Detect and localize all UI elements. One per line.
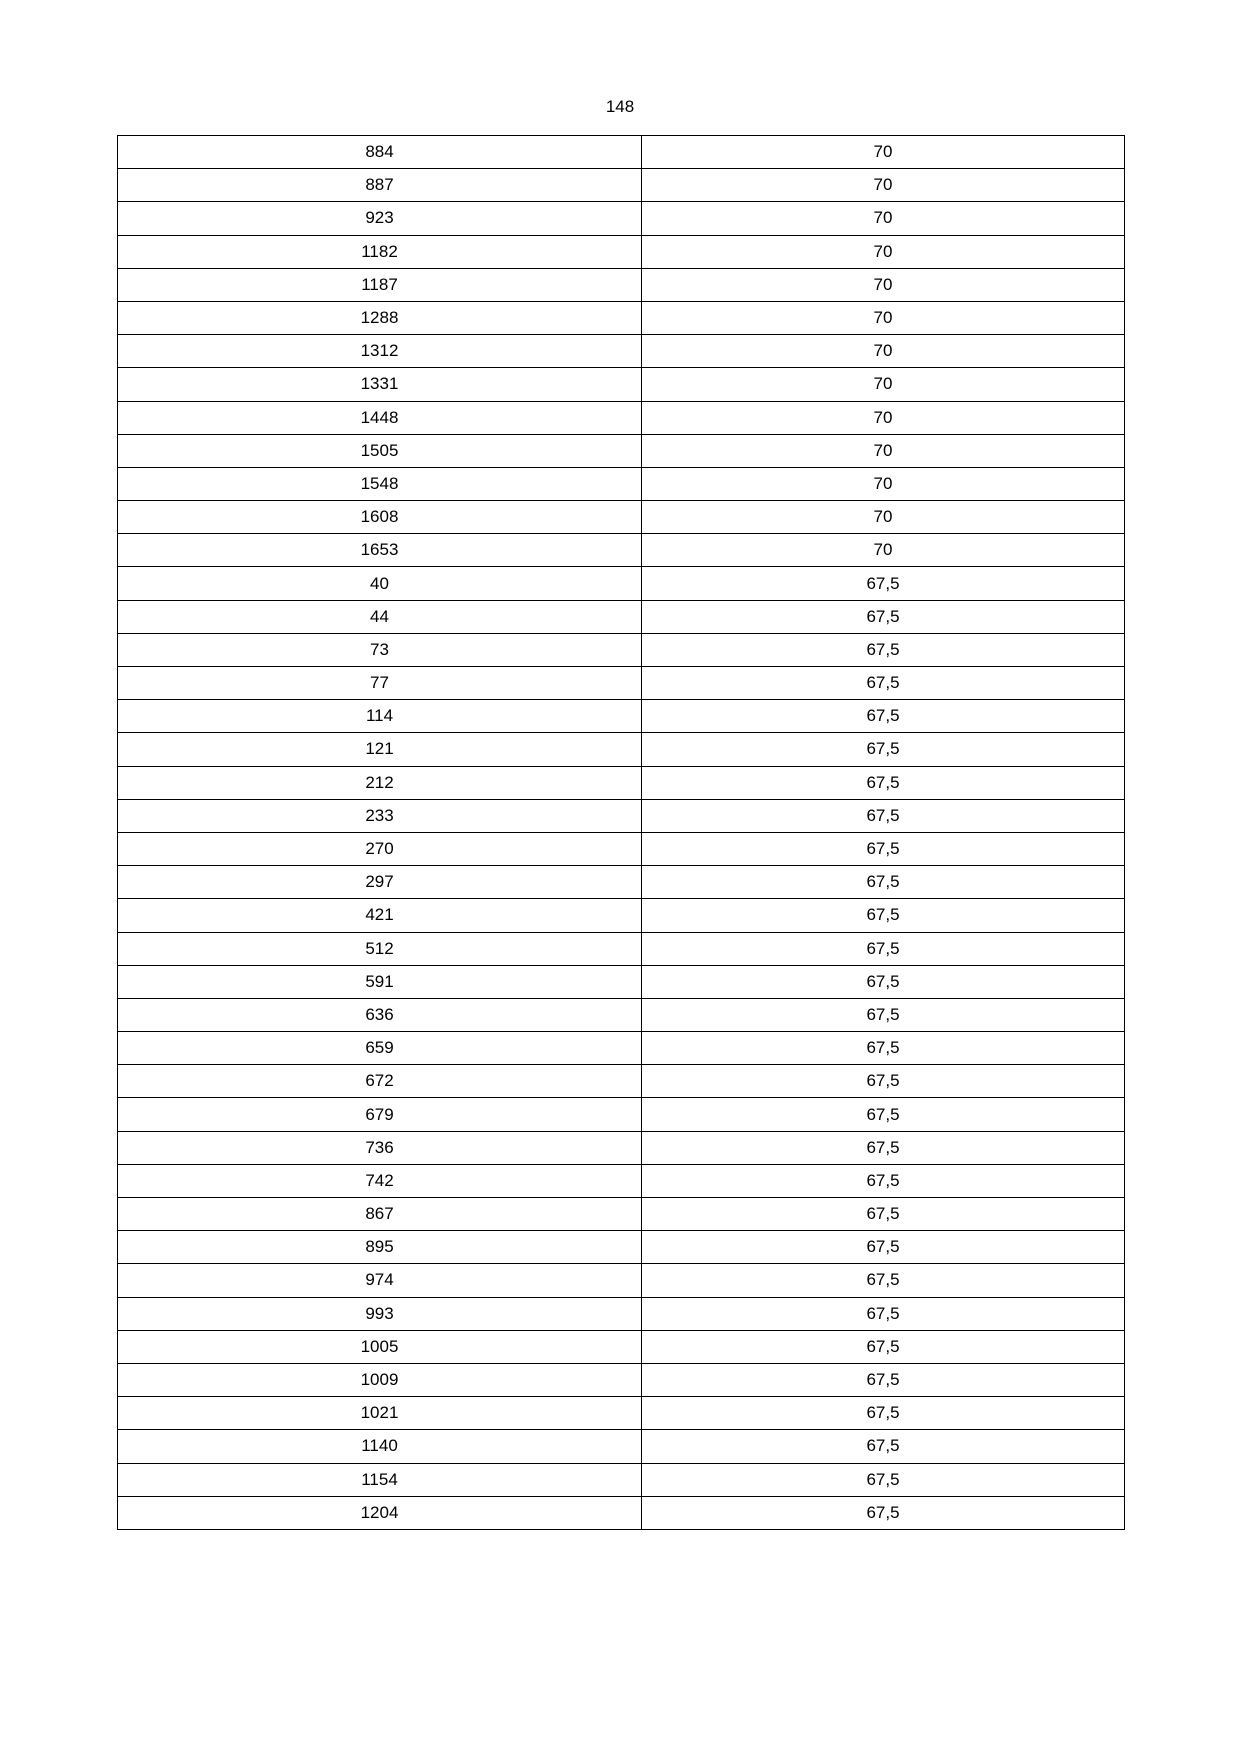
value-cell: 70: [642, 467, 1125, 500]
table-row: [118, 700, 1125, 733]
id-cell: 895: [118, 1231, 642, 1264]
id-cell: 993: [118, 1297, 642, 1330]
value-cell: 67,5: [642, 1463, 1125, 1496]
table-row: [118, 434, 1125, 467]
value-cell: 67,5: [642, 733, 1125, 766]
value-cell: 67,5: [642, 1496, 1125, 1529]
value-cell: 67,5: [642, 1297, 1125, 1330]
table-row: [118, 268, 1125, 301]
id-cell: 1312: [118, 335, 642, 368]
id-cell: 1608: [118, 501, 642, 534]
value-cell: 67,5: [642, 1198, 1125, 1231]
id-cell: 1140: [118, 1430, 642, 1463]
value-cell: 67,5: [642, 799, 1125, 832]
id-cell: 636: [118, 998, 642, 1031]
value-cell: 67,5: [642, 600, 1125, 633]
id-cell: 867: [118, 1198, 642, 1231]
id-cell: 121: [118, 733, 642, 766]
table-row: [118, 998, 1125, 1031]
table-row: [118, 1397, 1125, 1430]
id-cell: 297: [118, 866, 642, 899]
value-cell: 70: [642, 235, 1125, 268]
value-cell: 67,5: [642, 700, 1125, 733]
id-cell: 1005: [118, 1330, 642, 1363]
id-cell: 1182: [118, 235, 642, 268]
table-row: [118, 1264, 1125, 1297]
table-row: [118, 136, 1125, 169]
id-cell: 672: [118, 1065, 642, 1098]
id-cell: 884: [118, 136, 642, 169]
value-cell: 67,5: [642, 1065, 1125, 1098]
table-row: [118, 1198, 1125, 1231]
value-cell: 67,5: [642, 1430, 1125, 1463]
id-cell: 1331: [118, 368, 642, 401]
value-cell: 67,5: [642, 1131, 1125, 1164]
value-cell: 67,5: [642, 766, 1125, 799]
table-row: [118, 1297, 1125, 1330]
value-cell: 67,5: [642, 965, 1125, 998]
table-row: [118, 1496, 1125, 1529]
table-row: [118, 667, 1125, 700]
value-cell: 70: [642, 434, 1125, 467]
table-row: [118, 766, 1125, 799]
value-cell: 67,5: [642, 1397, 1125, 1430]
table-row: [118, 1231, 1125, 1264]
table-row: [118, 335, 1125, 368]
id-cell: 77: [118, 667, 642, 700]
table-row: [118, 401, 1125, 434]
table-row: [118, 932, 1125, 965]
value-cell: 67,5: [642, 667, 1125, 700]
value-cell: 67,5: [642, 1098, 1125, 1131]
value-cell: 70: [642, 202, 1125, 235]
table-row: [118, 733, 1125, 766]
table-row: [118, 1430, 1125, 1463]
id-cell: 679: [118, 1098, 642, 1131]
id-cell: 1021: [118, 1397, 642, 1430]
table-row: [118, 501, 1125, 534]
table-row: [118, 368, 1125, 401]
table-row: [118, 301, 1125, 334]
value-cell: 70: [642, 368, 1125, 401]
value-cell: 70: [642, 335, 1125, 368]
value-cell: 67,5: [642, 1032, 1125, 1065]
id-cell: 233: [118, 799, 642, 832]
value-cell: 67,5: [642, 832, 1125, 865]
table-row: [118, 567, 1125, 600]
value-cell: 70: [642, 169, 1125, 202]
value-cell: 67,5: [642, 1363, 1125, 1396]
id-cell: 659: [118, 1032, 642, 1065]
id-cell: 40: [118, 567, 642, 600]
table-row: [118, 1463, 1125, 1496]
table-row: [118, 202, 1125, 235]
value-cell: 67,5: [642, 899, 1125, 932]
id-cell: 512: [118, 932, 642, 965]
id-cell: 114: [118, 700, 642, 733]
page-number: 148: [605, 97, 635, 116]
table-row: [118, 600, 1125, 633]
id-cell: 742: [118, 1164, 642, 1197]
table-row: [118, 866, 1125, 899]
table-row: [118, 235, 1125, 268]
id-cell: 923: [118, 202, 642, 235]
id-cell: 1505: [118, 434, 642, 467]
value-cell: 67,5: [642, 1264, 1125, 1297]
value-cell: 67,5: [642, 633, 1125, 666]
table-row: [118, 1164, 1125, 1197]
value-cell: 67,5: [642, 1231, 1125, 1264]
value-cell: 67,5: [642, 1330, 1125, 1363]
data-table: [117, 135, 1125, 1530]
table-row: [118, 1065, 1125, 1098]
id-cell: 1653: [118, 534, 642, 567]
id-cell: 1187: [118, 268, 642, 301]
id-cell: 1288: [118, 301, 642, 334]
id-cell: 1548: [118, 467, 642, 500]
table-row: [118, 965, 1125, 998]
value-cell: 70: [642, 501, 1125, 534]
value-cell: 67,5: [642, 998, 1125, 1031]
table-row: [118, 1032, 1125, 1065]
table-body: [118, 136, 1125, 1530]
table-row: [118, 1330, 1125, 1363]
value-cell: 67,5: [642, 567, 1125, 600]
table-row: [118, 169, 1125, 202]
table-row: [118, 799, 1125, 832]
id-cell: 1204: [118, 1496, 642, 1529]
value-cell: 70: [642, 136, 1125, 169]
table-row: [118, 534, 1125, 567]
table-row: [118, 1131, 1125, 1164]
value-cell: 67,5: [642, 932, 1125, 965]
id-cell: 1154: [118, 1463, 642, 1496]
table-row: [118, 1098, 1125, 1131]
table-row: [118, 1363, 1125, 1396]
id-cell: 1448: [118, 401, 642, 434]
id-cell: 736: [118, 1131, 642, 1164]
table-row: [118, 467, 1125, 500]
id-cell: 591: [118, 965, 642, 998]
id-cell: 44: [118, 600, 642, 633]
value-cell: 70: [642, 268, 1125, 301]
id-cell: 73: [118, 633, 642, 666]
id-cell: 270: [118, 832, 642, 865]
id-cell: 421: [118, 899, 642, 932]
value-cell: 70: [642, 401, 1125, 434]
value-cell: 70: [642, 534, 1125, 567]
id-cell: 887: [118, 169, 642, 202]
table-row: [118, 832, 1125, 865]
table-row: [118, 899, 1125, 932]
id-cell: 974: [118, 1264, 642, 1297]
table-row: [118, 633, 1125, 666]
id-cell: 1009: [118, 1363, 642, 1396]
value-cell: 67,5: [642, 866, 1125, 899]
id-cell: 212: [118, 766, 642, 799]
value-cell: 70: [642, 301, 1125, 334]
value-cell: 67,5: [642, 1164, 1125, 1197]
